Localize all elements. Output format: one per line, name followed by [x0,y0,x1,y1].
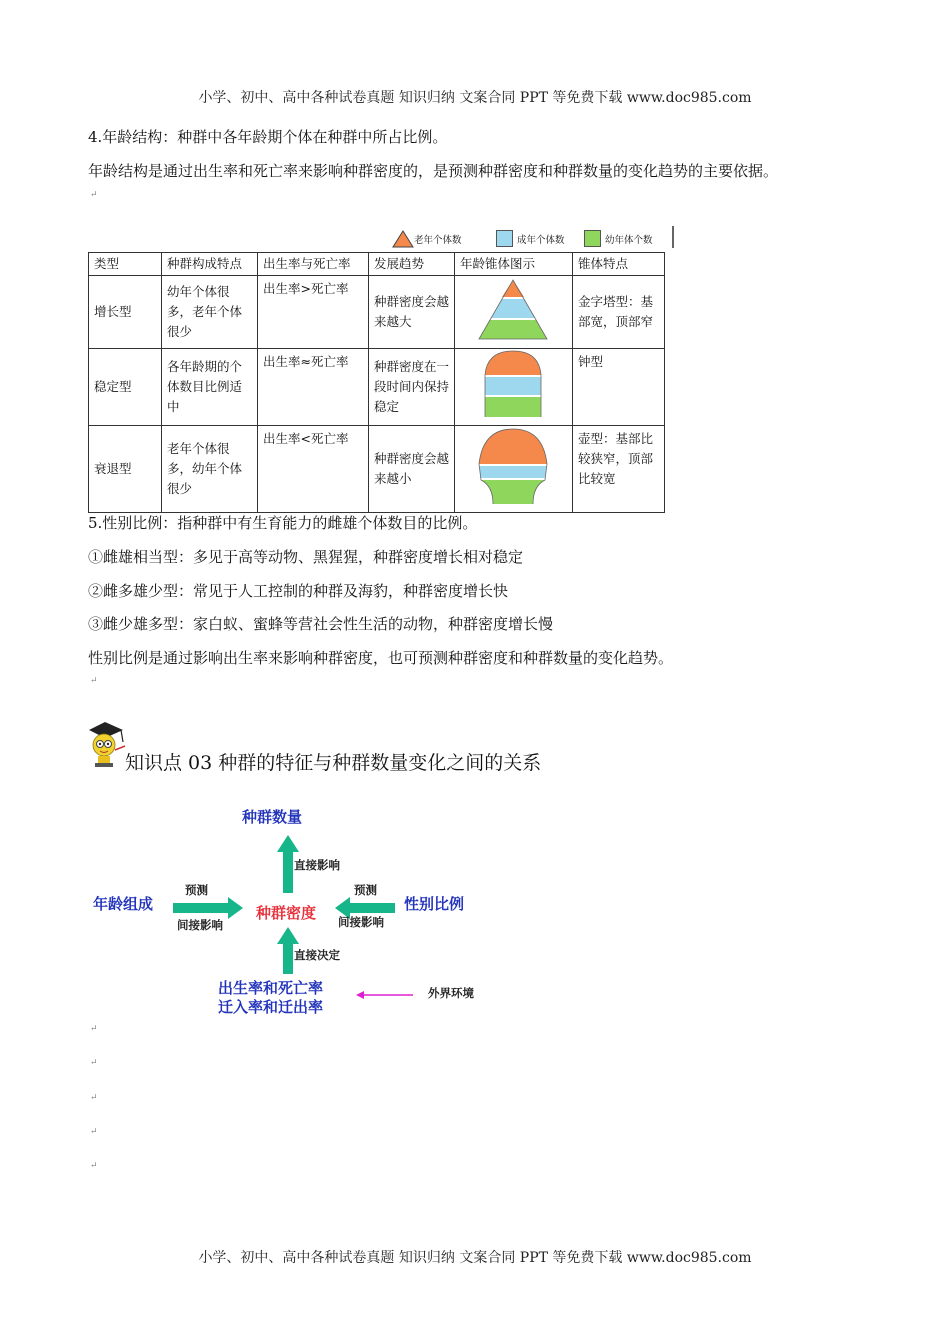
node-external-environment: 外界环境 [428,986,474,1000]
label-direct-decide: 直接决定 [294,948,340,962]
page-footer: 小学、初中、高中各种试卷真题 知识归纳 文案合同 PPT 等免费下载 www.doc985.com [198,1250,752,1266]
paragraph-mark: ↵ [90,1161,98,1171]
node-population-density: 种群密度 [256,904,317,922]
section-title: 知识点 03 种群的特征与种群数量变化之间的关系 [125,752,542,774]
table-header-cell: 年龄锥体图示 [455,253,573,276]
node-age-composition: 年龄组成 [93,895,154,913]
cell-trend: 种群密度会越来越小 [369,426,455,513]
cell-trend: 种群密度在一段时间内保持稳定 [369,349,455,426]
label-direct-influence: 直接影响 [294,858,340,872]
paragraph-mark: ↵ [90,190,98,200]
node-birth-death-rate: 出生率和死亡率 [218,979,324,997]
label-predict-left: 预测 [185,883,208,897]
label-indirect-right: 间接影响 [338,915,384,929]
cell-type: 增长型 [89,276,162,349]
sex-ratio-desc: 性别比例是通过影响出生率来影响种群密度，也可预测种群密度和种群数量的变化趋势。 [88,649,674,667]
sex-ratio-type-3: ③雌少雄多型：家白蚁、蜜蜂等营社会性生活的动物，种群密度增长慢 [88,615,554,633]
table-header-cell: 发展趋势 [369,253,455,276]
table-header-cell: 种群构成特点 [162,253,258,276]
cell-feature: 老年个体很多，幼年个体很少 [162,426,258,513]
arrow-right-icon [173,897,243,919]
cell-type: 衰退型 [89,426,162,513]
label-predict-right: 预测 [354,883,377,897]
legend-young-label: 幼年体个数 [605,234,653,246]
paragraph-mark: ↵ [90,1127,98,1137]
node-migration-rate: 迁入率和迁出率 [218,998,324,1016]
cell-cone: 钟型 [573,349,665,426]
label-indirect-left: 间接影响 [177,918,223,932]
legend-old-label: 老年个体数 [414,235,462,246]
paragraph-mark: ↵ [90,1093,98,1103]
age-structure-desc: 年龄结构是通过出生率和死亡率来影响种群密度的，是预测种群密度和种群数量的变化趋势的主要依据。 [88,162,779,180]
legend-adult-label: 成年个体数 [517,234,565,246]
sex-ratio-title: 5.性别比例：指种群中有生育能力的雌雄个体数目的比例。 [88,514,478,532]
paragraph-mark: ↵ [90,676,98,686]
cell-rate: 出生率≈死亡率 [258,349,369,426]
arrow-left-icon [356,991,364,999]
node-sex-ratio: 性别比例 [404,895,465,913]
cell-feature: 各年龄期的个体数目比例适中 [162,349,258,426]
cell-rate: 出生率<死亡率 [258,426,369,513]
node-population-quantity: 种群数量 [242,808,303,826]
cell-rate: 出生率>死亡率 [258,276,369,349]
page-header: 小学、初中、高中各种试卷真题 知识归纳 文案合同 PPT 等免费下载 www.doc985.com [198,90,752,106]
sex-ratio-type-1: ①雌雄相当型：多见于高等动物、黑猩猩，种群密度增长相对稳定 [88,548,524,566]
cell-cone: 金字塔型：基部宽，顶部窄 [573,276,665,349]
paragraph-mark: ↵ [90,1058,98,1068]
age-structure-title: 4.年龄结构：种群中各年龄期个体在种群中所占比例。 [88,128,448,146]
cell-type: 稳定型 [89,349,162,426]
cell-cone: 壶型：基部比较狭窄，顶部比较宽 [573,426,665,513]
table-header-cell: 锥体特点 [573,253,665,276]
paragraph-mark: ↵ [90,1024,98,1034]
cell-feature: 幼年个体很多，老年个体很少 [162,276,258,349]
table-header-cell: 出生率与死亡率 [258,253,369,276]
cell-trend: 种群密度会越来越大 [369,276,455,349]
sex-ratio-type-2: ②雌多雄少型：常见于人工控制的种群及海豹，种群密度增长快 [88,582,509,600]
table-header-cell: 类型 [89,253,162,276]
